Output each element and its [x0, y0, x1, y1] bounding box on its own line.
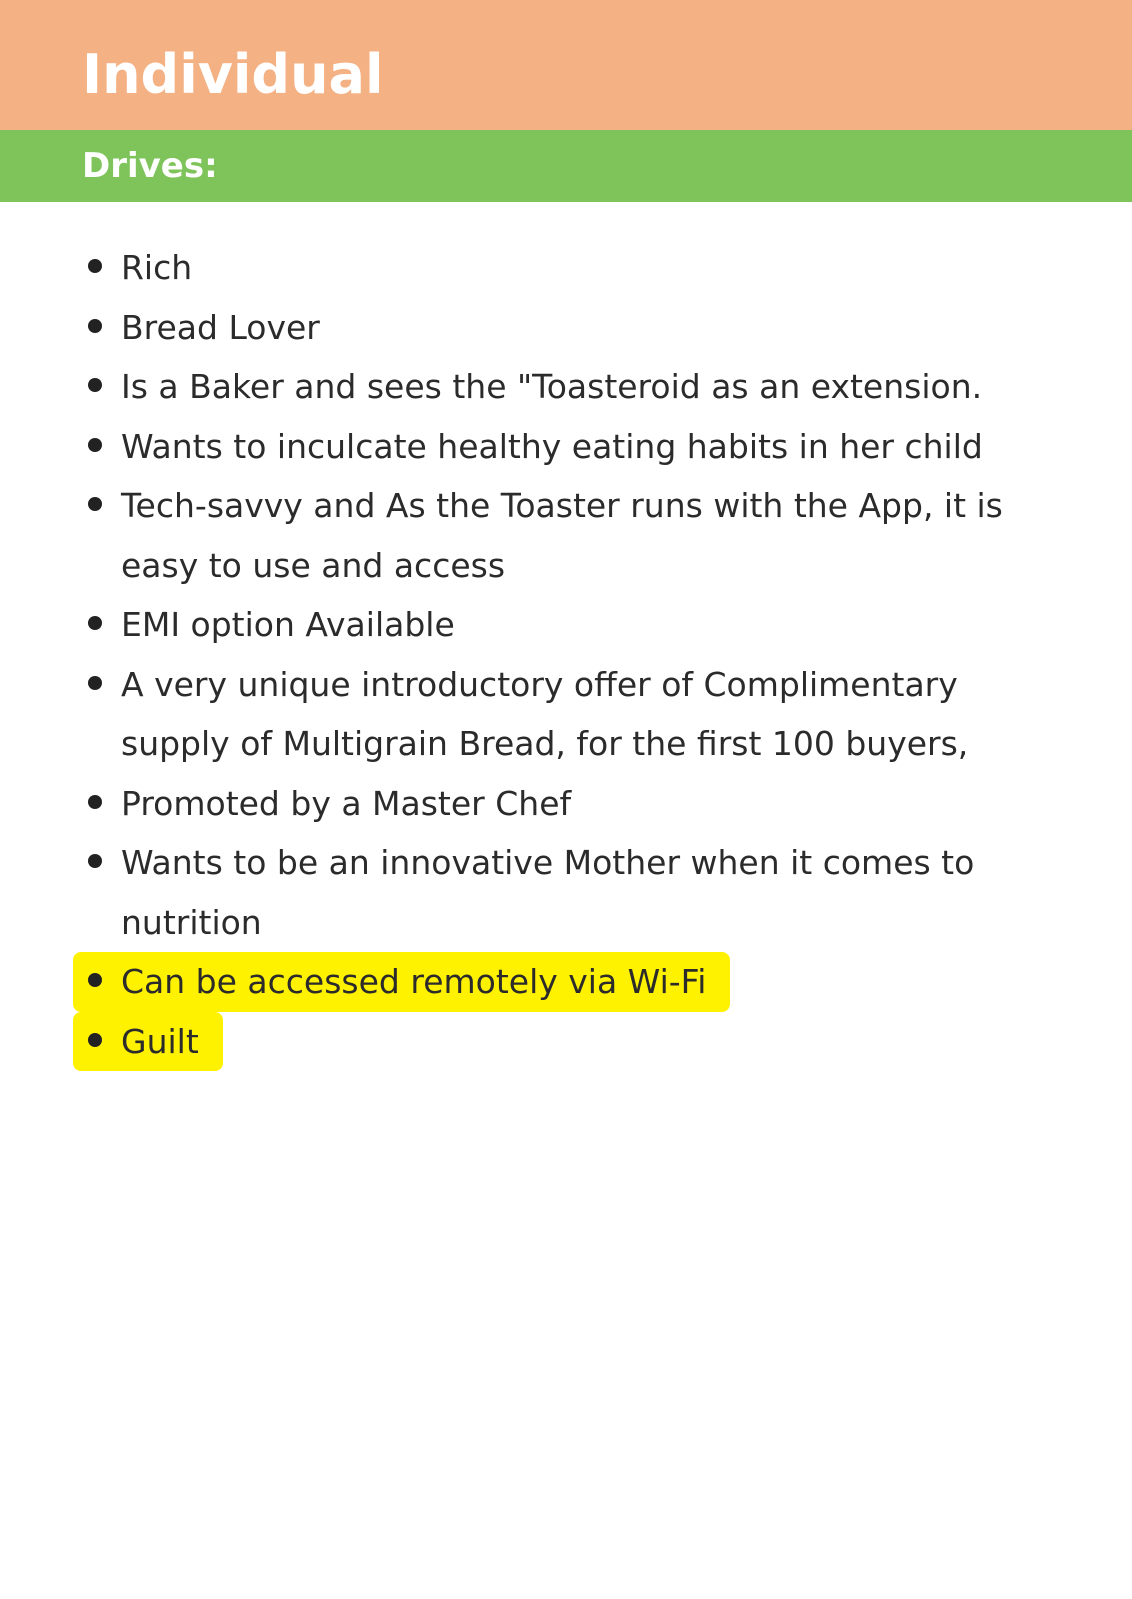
list-item [0, 774, 1051, 834]
list-item-text: Promoted by a Master Chef [121, 783, 572, 823]
list-item-text: Bread Lover [121, 307, 320, 347]
bullet-icon [88, 259, 102, 273]
bullet-icon [88, 616, 102, 630]
bullet-icon [88, 438, 102, 452]
list-item [0, 476, 1051, 595]
list-item [0, 357, 1051, 417]
bullet-icon [88, 319, 102, 333]
list-item-text: Wants to inculcate healthy eating habits in her child [121, 426, 983, 466]
list-item [0, 298, 1051, 358]
list-item-text: Wants to be an innovative Mother when it comes to nutrition [121, 843, 975, 942]
page-title: Individual [82, 43, 384, 106]
drives-list [0, 238, 1132, 1071]
bullet-icon [88, 854, 102, 868]
list-item-text: Guilt [121, 1021, 199, 1061]
title-banner [0, 0, 1132, 130]
list-item-text: Tech-savvy and As the Toaster runs with the App, it is easy to use and access [121, 486, 1003, 585]
list-item-text: Is a Baker and sees the "Toasteroid as an extension. [121, 367, 983, 406]
bullet-icon [88, 378, 102, 392]
bullet-icon [88, 676, 102, 690]
list-item [0, 595, 1051, 655]
list-item-text: A very unique introductory offer of Complimentary supply of Multigrain Bread, for the first 100 buyers, [121, 664, 969, 763]
list-item-text: EMI option Available [121, 605, 455, 644]
list-item-highlighted [73, 952, 730, 1012]
subtitle-banner [0, 130, 1132, 202]
bullet-icon [88, 497, 102, 511]
list-item-highlighted [73, 1012, 223, 1072]
section-heading: Drives: [82, 146, 218, 186]
bullet-icon [88, 973, 102, 987]
list-item [0, 238, 1051, 298]
list-item [0, 655, 1051, 774]
list-item-text: Rich [121, 248, 193, 287]
list-item [0, 833, 1051, 952]
list-item [0, 417, 1051, 477]
bullet-icon [88, 1033, 102, 1047]
bullet-icon [88, 795, 102, 809]
list-item-text: Can be accessed remotely via Wi-Fi [121, 962, 707, 1001]
